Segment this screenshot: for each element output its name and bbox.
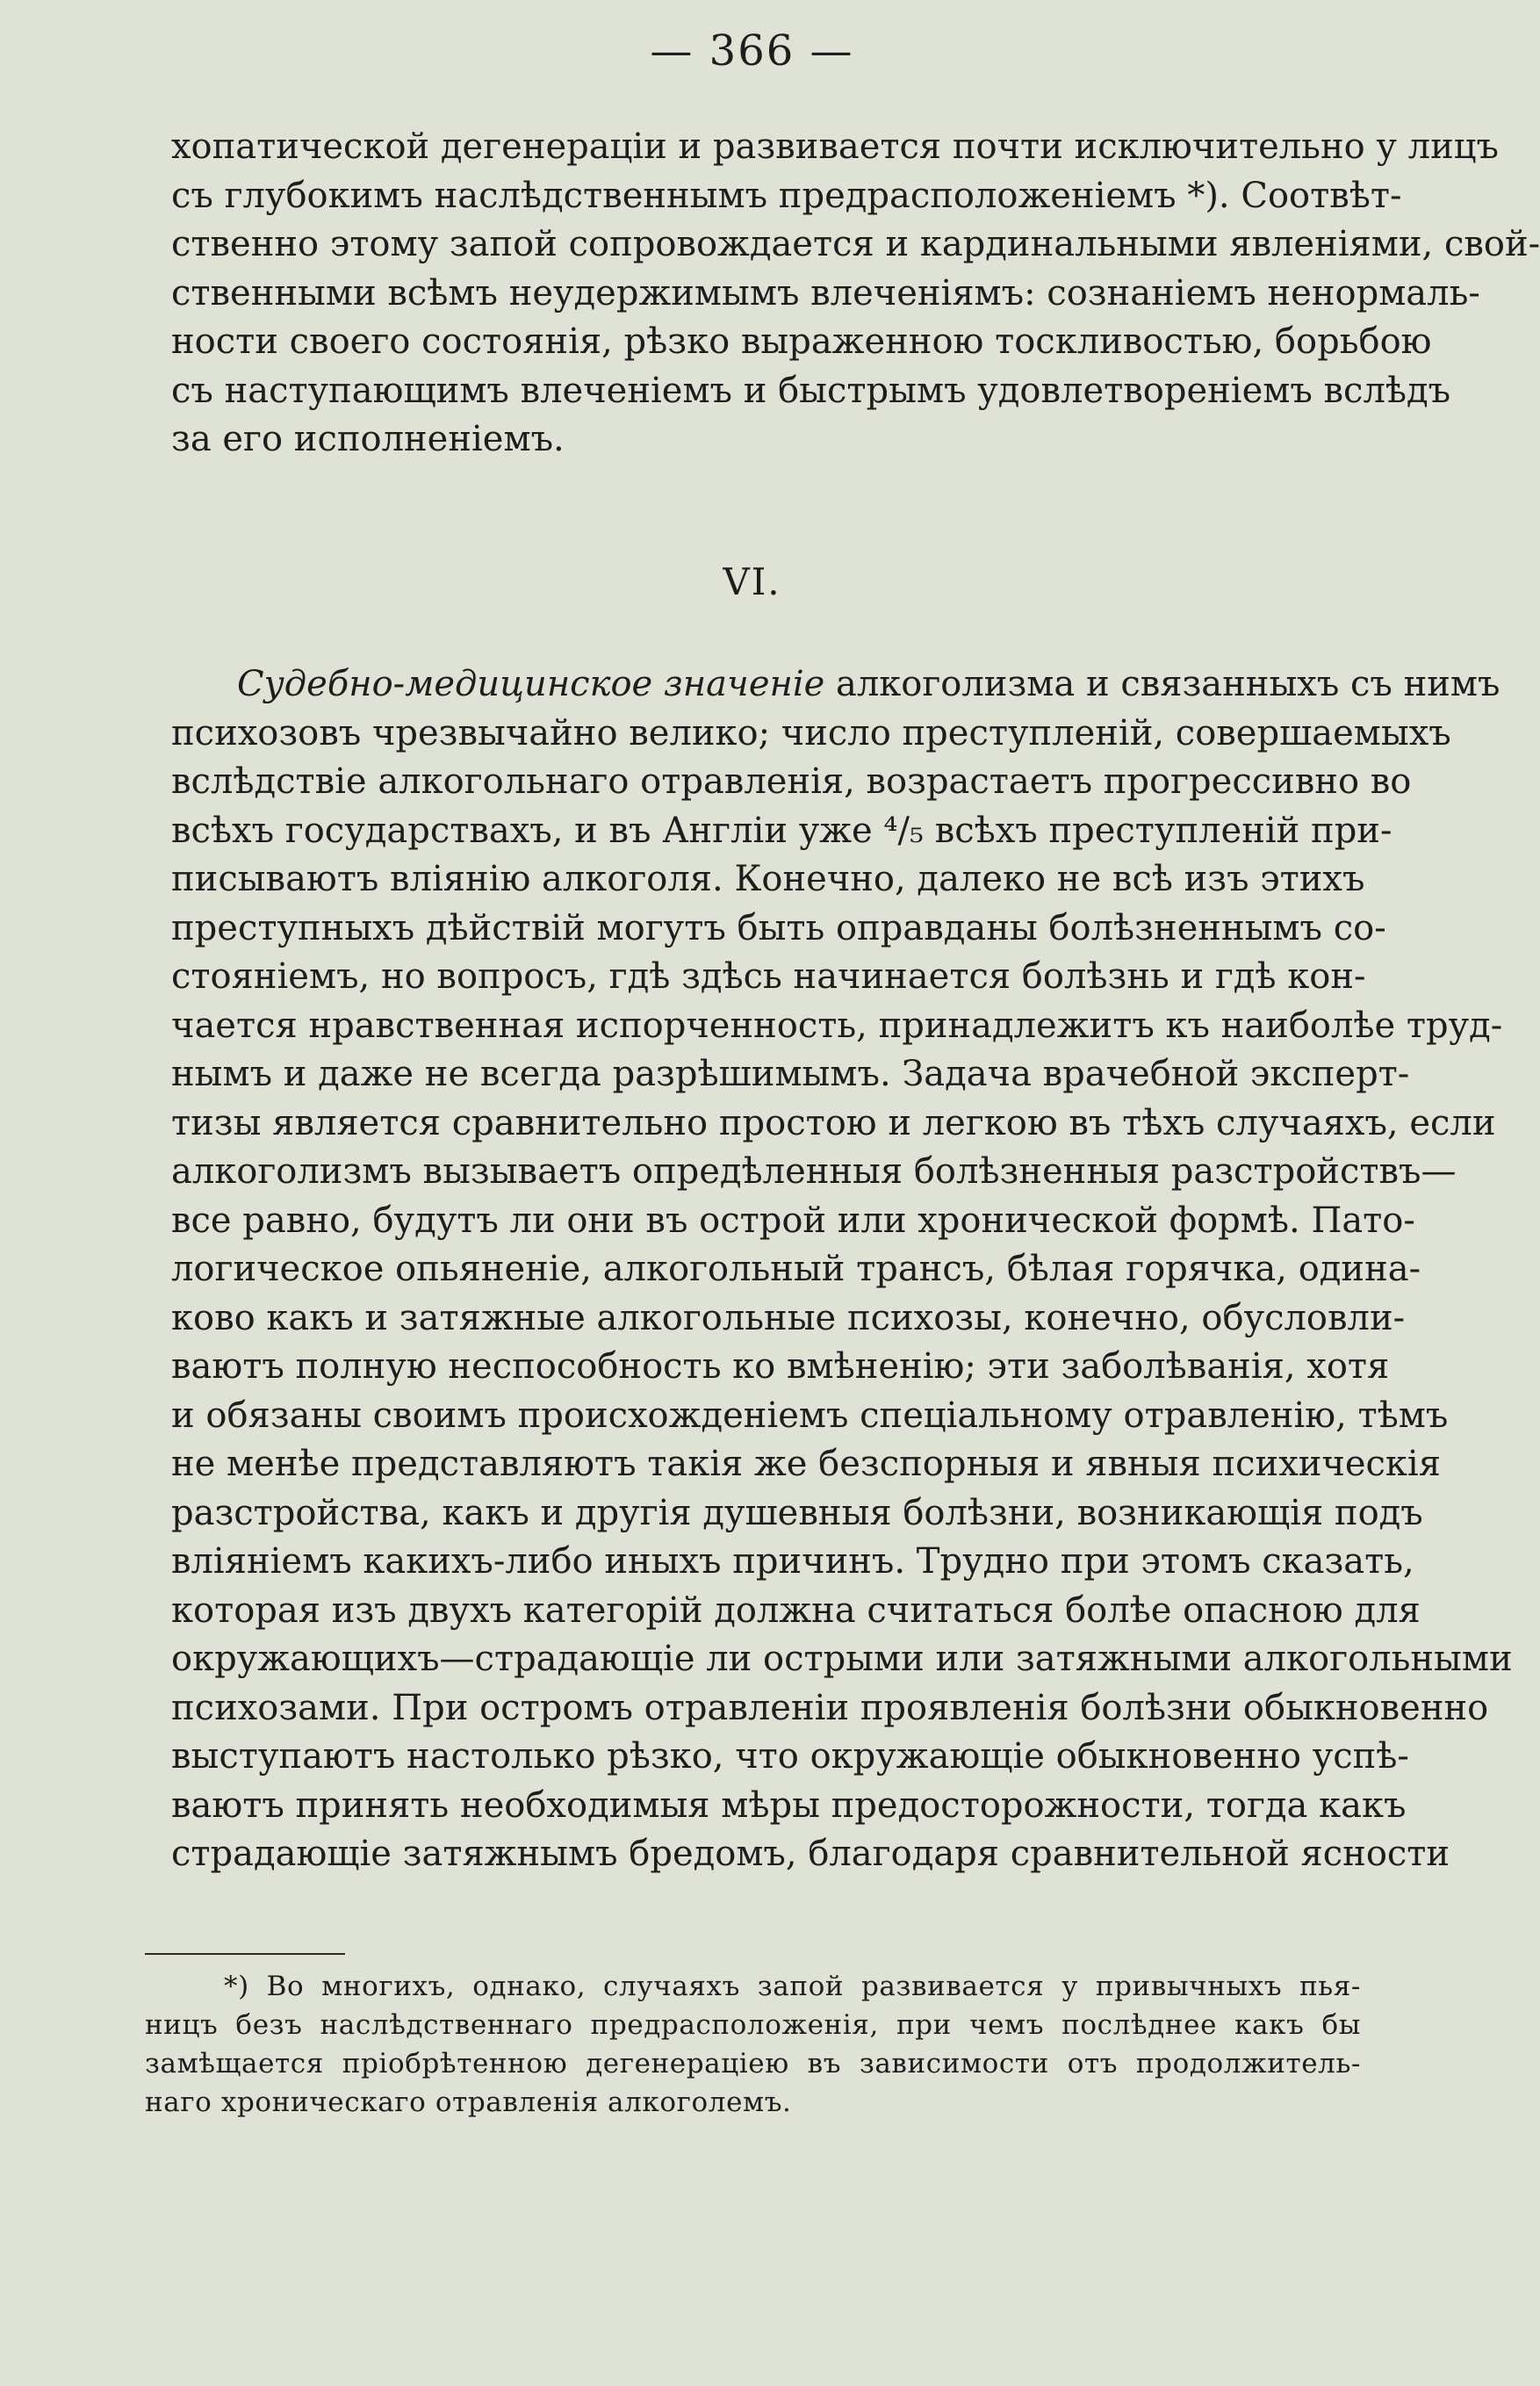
text-line: тизы является сравнительно простою и легкою въ тѣхъ случаяхъ, если <box>171 1102 1496 1143</box>
text-line: всѣхъ государствахъ, и въ Англіи уже ⁴/₅ всѣхъ преступленій при- <box>171 810 1392 851</box>
text-line: писываютъ вліянію алкоголя. Конечно, далеко не всѣ изъ этихъ <box>171 859 1365 899</box>
footnote-line: наго хроническаго отравленія алкоголемъ. <box>145 2087 792 2118</box>
text-line: ваютъ принять необходимыя мѣры предосторожности, тогда какъ <box>171 1784 1407 1826</box>
main-paragraph <box>171 660 1513 1879</box>
text-line: алкоголизмъ вызываетъ опредѣленныя болѣзненныя разстройствъ— <box>171 1151 1457 1192</box>
text-line: окружающихъ—страдающіе ли острыми или затяжными алкогольными <box>171 1639 1513 1679</box>
text-line-first <box>171 660 1500 710</box>
italic-term: Судебно-медицинское значеніе <box>237 664 825 704</box>
text-fragment: алкоголизма и связанныхъ съ нимъ <box>824 664 1500 704</box>
text-line: все равно, будутъ ли они въ острой или хронической формѣ. Пато- <box>171 1200 1415 1241</box>
text-line: и обязаны своимъ происхожденіемъ спеціальному отравленію, тѣмъ <box>171 1395 1449 1436</box>
page-number: — 366 — <box>650 26 854 76</box>
text-line: выступаютъ настолько рѣзко, что окружающіе обыкновенно успѣ- <box>171 1736 1409 1777</box>
text-line: вліяніемъ какихъ-либо иныхъ причинъ. Трудно при этомъ сказать, <box>171 1541 1414 1582</box>
footnote-line: замѣщается пріобрѣтенною дегенераціею въ зависимости отъ продолжитель- <box>145 2048 1361 2080</box>
footnote-divider <box>145 1953 345 1955</box>
text-line: за его исполненіемъ. <box>171 419 565 459</box>
section-heading: VI. <box>723 560 781 603</box>
footnote-line: ницъ безъ наслѣдственнаго предрасположенія, при чемъ послѣднее какъ бы <box>145 2009 1361 2041</box>
text-line: нымъ и даже не всегда разрѣшимымъ. Задача врачебной эксперт- <box>171 1054 1410 1094</box>
text-line: съ глубокимъ наслѣдственнымъ предрасположеніемъ *). Соотвѣт- <box>171 175 1402 216</box>
text-line: не менѣе представляютъ такія же безспорныя и явныя психическія <box>171 1444 1441 1484</box>
text-line: разстройства, какъ и другія душевныя болѣзни, возникающія подъ <box>171 1492 1423 1533</box>
text-line: логическое опьяненіе, алкогольный трансъ, бѣлая горячка, одина- <box>171 1249 1421 1289</box>
text-line: психозами. При остромъ отравленіи проявленія болѣзни обыкновенно <box>171 1687 1489 1728</box>
text-line: ваютъ полную неспособность ко вмѣненію; эти заболѣванія, хотя <box>171 1346 1390 1387</box>
footnote <box>145 1967 1361 2122</box>
text-line: преступныхъ дѣйствій могутъ быть оправданы болѣзненнымъ со- <box>171 907 1386 948</box>
text-line: ково какъ и затяжные алкогольные психозы, конечно, обусловли- <box>171 1297 1406 1338</box>
intro-paragraph <box>171 123 1540 465</box>
text-line: ственными всѣмъ неудержимымъ влеченіямъ: сознаніемъ ненормаль- <box>171 272 1480 314</box>
text-line: хопатической дегенераціи и развивается почти исключительно у лицъ <box>171 126 1499 167</box>
text-line: вслѣдствіе алкогольнаго отравленія, возрастаетъ прогрессивно во <box>171 761 1412 802</box>
text-line: чается нравственная испорченность, принадлежитъ къ наиболѣе труд- <box>171 1005 1503 1046</box>
text-line: ственно этому запой сопровождается и кардинальными явленіями, свой- <box>171 224 1540 264</box>
text-line: страдающіе затяжнымъ бредомъ, благодаря сравнительной ясности <box>171 1834 1450 1874</box>
text-line: которая изъ двухъ категорій должна считаться болѣе опасною для <box>171 1589 1421 1631</box>
footnote-line: *) Во многихъ, однако, случаяхъ запой развивается у привычныхъ пья- <box>224 1971 1361 2002</box>
text-line: съ наступающимъ влеченіемъ и быстрымъ удовлетвореніемъ вслѣдъ <box>171 370 1451 411</box>
text-line: стояніемъ, но вопросъ, гдѣ здѣсь начинается болѣзнь и гдѣ кон- <box>171 956 1366 997</box>
text-line: ности своего состоянія, рѣзко выраженною тоскливостью, борьбою <box>171 321 1432 362</box>
text-line: психозовъ чрезвычайно велико; число преступленій, совершаемыхъ <box>171 712 1451 753</box>
